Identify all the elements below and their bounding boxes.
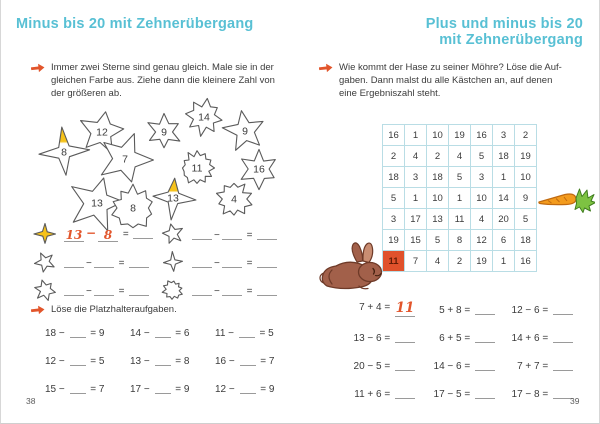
svg-text:4: 4 xyxy=(231,193,237,206)
problem-text: 18 − xyxy=(45,328,68,339)
grid-cell[interactable]: 20 xyxy=(493,209,515,230)
instruction-line: Immer zwei Sterne sind genau gleich. Male sie in der xyxy=(51,62,274,73)
instruction-line: Wie kommt der Hase zu seiner Möhre? Löse die Auf- xyxy=(339,62,562,73)
problem-text: 13 − xyxy=(130,356,153,367)
grid-cell[interactable]: 4 xyxy=(405,146,427,167)
grid-cell[interactable]: 5 xyxy=(515,209,537,230)
grid-cell[interactable]: 18 xyxy=(383,167,405,188)
problem-text: = 9 xyxy=(87,328,105,339)
minuend-blank[interactable] xyxy=(192,255,212,268)
problem-text: 15 − xyxy=(45,384,68,395)
grid-cell[interactable]: 16 xyxy=(383,125,405,146)
minuend-blank[interactable] xyxy=(64,255,84,268)
right-page-title-line1: Plus und minus bis 20 xyxy=(425,16,583,32)
svg-text:16: 16 xyxy=(253,163,265,176)
answer-blank[interactable] xyxy=(553,330,573,343)
carrot-icon xyxy=(537,186,595,219)
placeholder-problem xyxy=(45,325,130,353)
orange-arrow-icon xyxy=(319,62,334,73)
placeholder-problem xyxy=(215,381,299,409)
grid-cell[interactable]: 19 xyxy=(383,230,405,251)
grid-cell[interactable]: 1 xyxy=(405,188,427,209)
grid-cell[interactable]: 10 xyxy=(427,188,449,209)
grid-cell[interactable]: 14 xyxy=(493,188,515,209)
left-page-number: 38 xyxy=(26,396,36,406)
right-page-title-line2: mit Zehnerübergang xyxy=(439,32,583,48)
problem-text: 17 − 8 = xyxy=(511,389,551,400)
problem-text: 7 + 7 = xyxy=(517,361,551,372)
right-instruction xyxy=(319,61,585,100)
result-blank[interactable] xyxy=(257,255,277,268)
mixed-problem xyxy=(339,358,419,386)
left-instruction-2 xyxy=(31,303,291,316)
mixed-problem xyxy=(499,330,577,358)
grid-cell[interactable]: 1 xyxy=(405,125,427,146)
subtrahend-blank[interactable] xyxy=(222,227,242,240)
grid-cell[interactable]: 3 xyxy=(493,125,515,146)
grid-cell[interactable]: 19 xyxy=(449,125,471,146)
star-equation: − = xyxy=(159,276,287,304)
grid-cell[interactable]: 12 xyxy=(471,230,493,251)
answer-blank[interactable] xyxy=(240,381,256,394)
grid-cell[interactable]: 16 xyxy=(515,251,537,272)
grid-cell[interactable]: 3 xyxy=(383,209,405,230)
star-icon xyxy=(159,276,187,304)
subtrahend-blank[interactable] xyxy=(222,283,242,296)
grid-cell[interactable]: 5 xyxy=(449,167,471,188)
star-icon xyxy=(31,248,59,276)
minuend-blank[interactable] xyxy=(192,283,212,296)
instruction-line: gleichen Farbe aus. Ziehe dann die kleinere Zahl von xyxy=(51,75,275,86)
star-icon xyxy=(159,220,187,248)
star-equations xyxy=(31,220,287,304)
placeholder-problem xyxy=(215,353,299,381)
star-icon xyxy=(143,111,185,153)
placeholder-problem xyxy=(215,325,299,353)
minuend-blank[interactable] xyxy=(192,227,212,240)
problem-text: = 5 xyxy=(87,356,105,367)
placeholder-problem xyxy=(130,325,215,353)
answer-blank[interactable] xyxy=(553,358,573,371)
grid-cell[interactable]: 2 xyxy=(515,125,537,146)
answer-blank[interactable] xyxy=(475,386,495,399)
result-blank[interactable] xyxy=(257,283,277,296)
grid-cell[interactable]: 18 xyxy=(427,167,449,188)
grid-cell[interactable]: 6 xyxy=(493,230,515,251)
answer-blank[interactable] xyxy=(395,358,415,371)
grid-cell[interactable]: 3 xyxy=(471,167,493,188)
mixed-problem xyxy=(419,358,499,386)
result-blank[interactable] xyxy=(133,226,153,239)
grid-cell[interactable]: 4 xyxy=(427,251,449,272)
svg-text:9: 9 xyxy=(242,125,248,138)
problem-text: 13 − 6 = xyxy=(353,333,393,344)
right-instruction-text xyxy=(339,61,562,100)
problem-text: 7 + 4 = xyxy=(359,302,393,313)
placeholder-problem xyxy=(130,381,215,409)
problem-text: 12 − xyxy=(45,356,68,367)
orange-arrow-icon xyxy=(31,304,46,315)
answer-blank[interactable]: 11 xyxy=(395,300,415,316)
result-blank[interactable] xyxy=(129,283,149,296)
mixed-problem xyxy=(339,302,419,330)
answer-blank[interactable] xyxy=(240,353,256,366)
instruction-line: der größeren ab. xyxy=(51,88,122,99)
svg-text:11: 11 xyxy=(191,162,203,175)
grid-cell[interactable]: 18 xyxy=(515,230,537,251)
left-page-title: Minus bis 20 mit Zehnerübergang xyxy=(16,16,254,32)
instruction-line: eine Ergebniszahl steht. xyxy=(339,88,441,99)
svg-text:9: 9 xyxy=(161,126,167,139)
placeholder-problem xyxy=(45,353,130,381)
grid-cell[interactable]: 7 xyxy=(405,251,427,272)
placeholder-problem xyxy=(45,381,130,409)
mixed-problem xyxy=(499,358,577,386)
star-equation: − = xyxy=(159,248,287,276)
problem-text: 12 − xyxy=(215,384,238,395)
star-icon xyxy=(147,172,199,224)
grid-cell[interactable]: 1 xyxy=(493,251,515,272)
answer-blank[interactable] xyxy=(155,325,171,338)
star-equation: − = xyxy=(159,220,287,248)
mixed-problem xyxy=(419,386,499,414)
left-instruction-1 xyxy=(31,61,291,100)
grid-cell[interactable]: 10 xyxy=(515,167,537,188)
subtrahend-blank[interactable] xyxy=(222,255,242,268)
answer-blank[interactable] xyxy=(239,325,255,338)
mixed-problems xyxy=(339,300,580,414)
grid-cell[interactable]: 1 xyxy=(493,167,515,188)
orange-arrow-icon xyxy=(31,62,46,73)
right-page-number: 39 xyxy=(570,396,580,406)
answer-blank[interactable] xyxy=(475,358,495,371)
grid-cell[interactable]: 11 xyxy=(383,251,405,272)
grid-cell[interactable]: 19 xyxy=(471,251,493,272)
grid-cell[interactable]: 5 xyxy=(427,230,449,251)
grid-cell[interactable]: 4 xyxy=(471,209,493,230)
star-4[interactable] xyxy=(213,178,255,225)
placeholder-problems xyxy=(45,325,299,409)
left-instruction-2-text: Löse die Platzhalteraufgaben. xyxy=(51,304,177,315)
minuend-blank[interactable]: 13 xyxy=(65,228,83,242)
star-icon xyxy=(159,248,187,276)
problem-text: 14 − 6 = xyxy=(433,361,473,372)
mixed-problem xyxy=(499,302,577,330)
problem-text: 5 + 8 = xyxy=(439,305,473,316)
star-icon xyxy=(31,276,59,304)
rabbit-icon xyxy=(317,241,387,298)
grid-cell[interactable]: 17 xyxy=(405,209,427,230)
mixed-problem xyxy=(339,386,419,414)
problem-text: = 6 xyxy=(172,328,190,339)
subtrahend-blank[interactable] xyxy=(94,255,114,268)
grid-cell[interactable]: 13 xyxy=(427,209,449,230)
star-icon xyxy=(213,178,255,220)
answer-blank[interactable] xyxy=(475,330,495,343)
grid-cell[interactable]: 5 xyxy=(383,188,405,209)
answer-blank[interactable] xyxy=(553,302,573,315)
answer-blank[interactable] xyxy=(70,381,86,394)
grid-cell[interactable]: 2 xyxy=(427,146,449,167)
grid-cell[interactable]: 2 xyxy=(449,251,471,272)
problem-text: = 8 xyxy=(172,356,190,367)
grid-cell[interactable]: 19 xyxy=(515,146,537,167)
result-blank[interactable] xyxy=(129,255,149,268)
problem-text: 11 + 6 = xyxy=(354,389,393,400)
problem-text: 12 − 6 = xyxy=(511,305,551,316)
svg-text:8: 8 xyxy=(61,146,67,159)
grid-cell[interactable]: 2 xyxy=(383,146,405,167)
svg-text:13: 13 xyxy=(91,197,103,210)
answer-blank[interactable] xyxy=(395,386,415,399)
grid-cell[interactable]: 9 xyxy=(515,188,537,209)
right-page-title xyxy=(426,16,583,48)
grid-cell[interactable]: 4 xyxy=(449,146,471,167)
mixed-problem xyxy=(499,386,580,414)
grid-cell[interactable]: 3 xyxy=(405,167,427,188)
star-equation: 13 − 8 = xyxy=(31,220,159,248)
problem-text: = 7 xyxy=(257,356,275,367)
problem-text: = 5 xyxy=(256,328,274,339)
minuend-blank[interactable] xyxy=(64,283,84,296)
problem-text: 16 − xyxy=(215,356,238,367)
grid-cell[interactable]: 5 xyxy=(471,146,493,167)
placeholder-problem xyxy=(130,353,215,381)
problem-text: 11 − xyxy=(215,328,237,339)
left-instruction-1-text xyxy=(51,61,275,100)
answer-blank[interactable] xyxy=(70,325,86,338)
answer-blank[interactable] xyxy=(475,302,495,315)
mixed-problem xyxy=(419,330,499,358)
problem-text: = 7 xyxy=(87,384,105,395)
svg-text:13: 13 xyxy=(167,192,179,205)
answer-blank[interactable] xyxy=(395,330,415,343)
result-blank[interactable] xyxy=(257,227,277,240)
problem-text: 17 − xyxy=(130,384,153,395)
star-equation: − = xyxy=(31,248,159,276)
problem-text: = 9 xyxy=(172,384,190,395)
mixed-problem xyxy=(339,330,419,358)
number-grid xyxy=(382,124,537,272)
svg-text:7: 7 xyxy=(122,153,128,166)
problem-text: 17 − 5 = xyxy=(433,389,473,400)
subtrahend-blank[interactable] xyxy=(94,283,114,296)
grid-cell[interactable]: 1 xyxy=(449,188,471,209)
svg-text:8: 8 xyxy=(130,202,136,215)
answer-blank[interactable] xyxy=(70,353,86,366)
star-equation: − = xyxy=(31,276,159,304)
instruction-line: gaben. Dann malst du alle Kästchen an, auf denen xyxy=(339,75,553,86)
answer-blank[interactable] xyxy=(155,381,171,394)
grid-cell[interactable]: 16 xyxy=(471,125,493,146)
grid-cell[interactable]: 10 xyxy=(427,125,449,146)
grid-cell[interactable]: 18 xyxy=(493,146,515,167)
answer-blank[interactable] xyxy=(155,353,171,366)
grid-cell[interactable]: 10 xyxy=(471,188,493,209)
grid-cell[interactable]: 11 xyxy=(449,209,471,230)
mixed-problem xyxy=(419,302,499,330)
problem-text: 6 + 5 = xyxy=(439,333,473,344)
svg-text:14: 14 xyxy=(198,111,210,124)
star-icon xyxy=(31,220,59,248)
svg-text:12: 12 xyxy=(96,126,108,139)
problem-text: 20 − 5 = xyxy=(353,361,393,372)
subtrahend-blank[interactable]: 8 xyxy=(98,229,118,242)
problem-text: 14 − xyxy=(130,328,153,339)
problem-text: 14 + 6 = xyxy=(511,333,551,344)
grid-cell[interactable]: 15 xyxy=(405,230,427,251)
grid-cell[interactable]: 8 xyxy=(449,230,471,251)
problem-text: = 9 xyxy=(257,384,275,395)
